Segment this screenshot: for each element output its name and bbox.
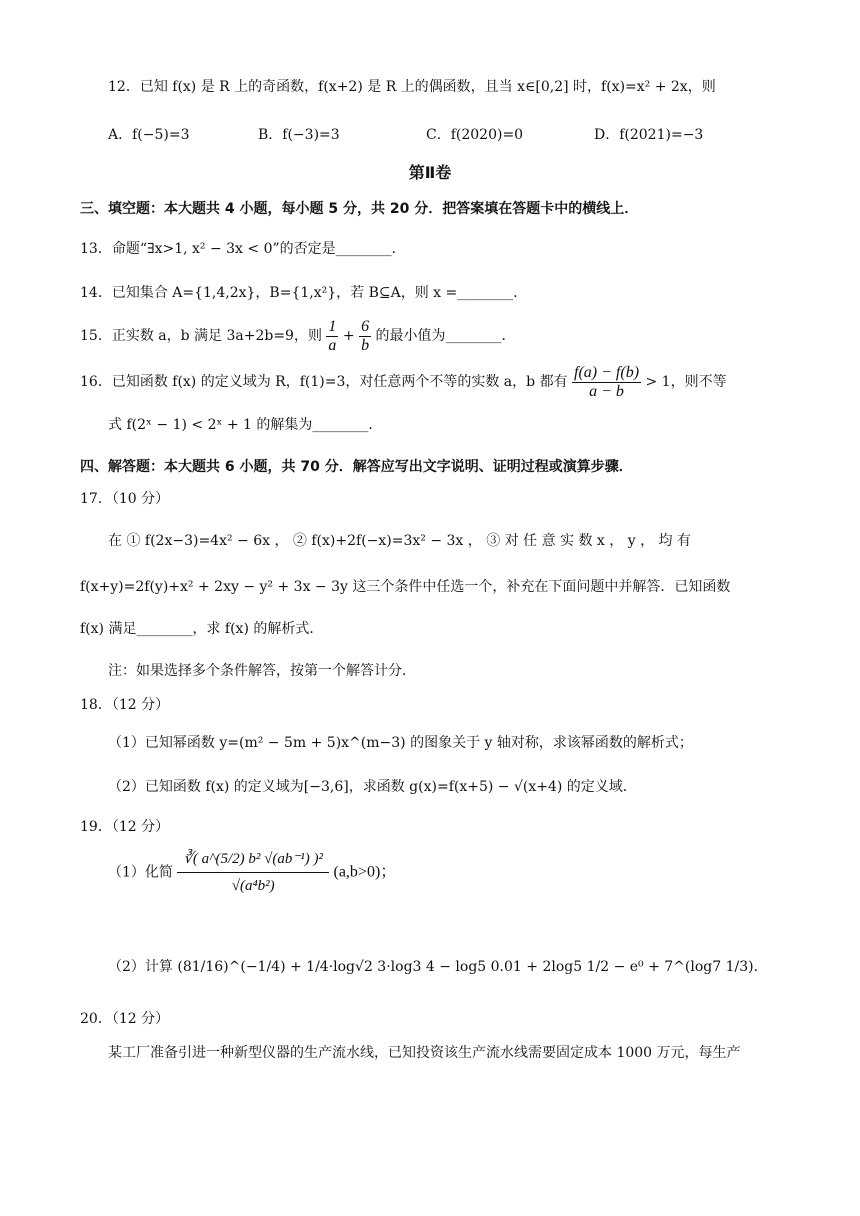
q15-fraction-1 [326,318,338,355]
part2-title: 第Ⅱ卷 [408,163,452,182]
q17-line3: f(x) 满足________，求 f(x) 的解析式． [80,621,324,637]
q17-note: 注：如果选择多个条件解答，按第一个解答计分． [108,663,416,679]
q19-part1-den: √(a⁴b²) [231,878,275,894]
q16-frac-den: a − b [589,382,624,400]
q16-line1-prefix: 16．已知函数 f(x) 的定义域为 R，f(1)=3，对任意两个不等的实数 a，b 都有 [80,374,568,390]
q15-prefix: 15．正实数 a，b 满足 3a+2b=9，则 [80,328,322,344]
q17-head: 17．（10 分） [80,491,170,507]
q19-head: 19．（12 分） [80,819,170,835]
q15-line [80,316,516,356]
q16-frac-num: f(a) − f(b) [574,363,640,381]
q18-part2: （2）已知函数 f(x) 的定义域为[−3,6]，求函数 g(x)=f(x+5) − √(x+4) 的定义域． [108,779,637,795]
q19-part1-label: （1）化简 [108,864,173,881]
q19-part1-num: ∛( a^(5/2) b² √(ab⁻¹) )² [177,846,329,873]
q15-fraction-2 [359,318,371,355]
q20-head: 20．（12 分） [80,1011,170,1027]
q20-line1: 某工厂准备引进一种新型仪器的生产流水线，已知投资该生产流水线需要固定成本 1000 万元，每生产 [108,1045,741,1061]
q15-frac2-den: b [361,336,370,354]
q19-part1-fraction [177,846,329,899]
q12-text: 12．已知 f(x) 是 R 上的奇函数，f(x+2) 是 R 上的偶函数，且当 x∈[0,2] 时，f(x)=x² + 2x，则 [108,79,716,95]
q15-frac1-num: 1 [328,317,337,335]
q16-fraction [572,364,641,401]
q18-part1: （1）已知幂函数 y=(m² − 5m + 5)x^(m−3) 的图象关于 y 轴对称，求该幂函数的解析式； [108,735,693,751]
section4-heading: 四、解答题：本大题共 6 小题，共 70 分．解答应写出文字说明、证明过程或演算步骤． [80,459,633,475]
q12-choice-a: A．f(−5)=3 [108,127,190,143]
q12-choice-d: D．f(2021)=−3 [594,127,704,143]
q15-frac1-den: a [328,336,337,354]
q16-line2: 式 f(2ˣ − 1) < 2ˣ + 1 的解集为________． [108,417,383,433]
q17-line1: 在 ① f(2x−3)=4x² − 6x ， ② f(x)+2f(−x)=3x² − 3x ， ③ 对 任 意 实 数 x ， y ， 均 有 [108,533,691,549]
q15-frac2-num: 6 [361,317,370,335]
q13-text: 13．命题“∃x>1, x² − 3x < 0”的否定是________． [80,241,406,257]
section3-heading: 三、填空题：本大题共 4 小题，每小题 5 分，共 20 分．把答案填在答题卡中的横线上． [80,201,639,217]
q18-head: 18．（12 分） [80,697,170,713]
q15-suffix: 的最小值为________． [375,328,516,344]
q19-part1-cond: (a,b>0)； [333,863,397,881]
q16-line1 [80,362,727,402]
q17-line2: f(x+y)=2f(y)+x² + 2xy − y² + 3x − 3y 这三个条件中任选一个，补充在下面问题中并解答．已知函数 [80,579,731,595]
q12-choice-c: C．f(2020)=0 [426,127,524,143]
q19-part1 [108,846,396,899]
q16-line1-suffix: > 1，则不等 [645,374,727,390]
q12-choice-b: B．f(−3)=3 [258,127,340,143]
q15-plus: + [342,328,355,344]
q19-part2: （2）计算 (81/16)^(−1/4) + 1/4·log√2 3·log3 4 − log5 0.01 + 2log5 1/2 − e⁰ + 7^(log7 1/3)． [108,959,768,975]
q14-text: 14．已知集合 A={1,4,2x}，B={1,x²}，若 B⊆A，则 x =________． [80,285,528,301]
